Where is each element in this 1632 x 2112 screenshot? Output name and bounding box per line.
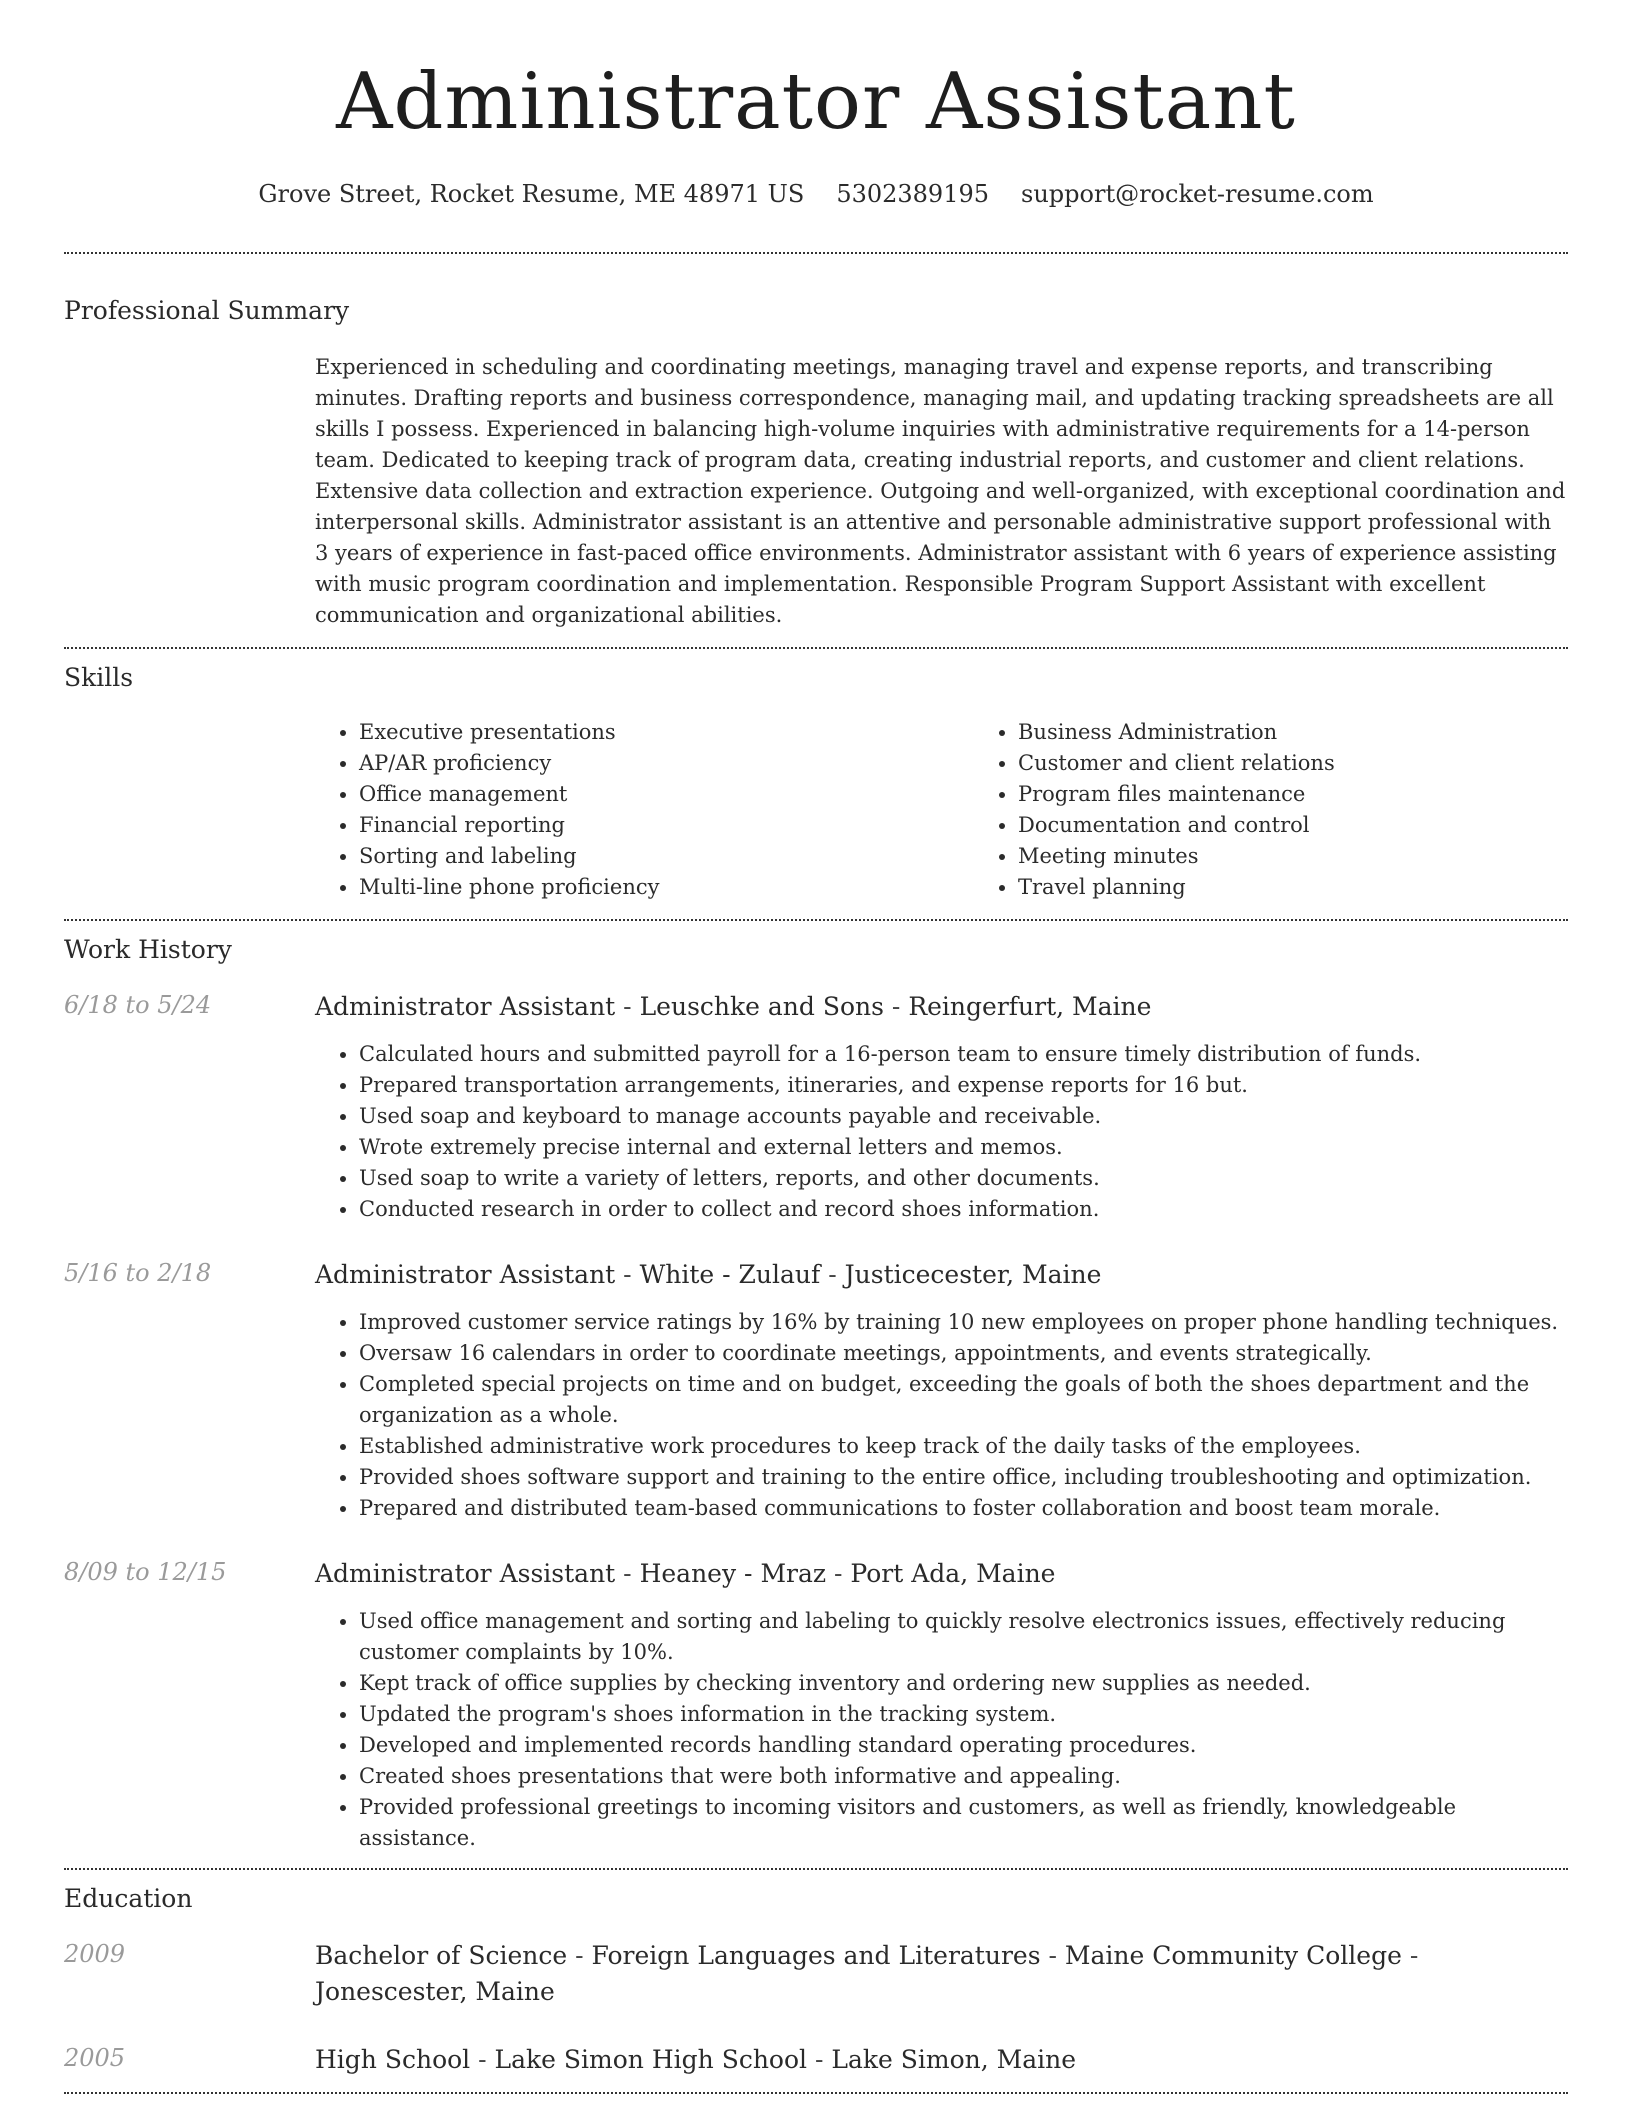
skill-item: • AP/AR proficiency (359, 748, 974, 779)
job-bullet: • Calculated hours and submitted payroll for a 16-person team to ensure timely distribution of funds. (359, 1039, 1568, 1070)
skills-left (64, 717, 315, 903)
job-title: Administrator Assistant - Heaney - Mraz - Port Ada, Maine (315, 1559, 1056, 1588)
job-company: Heaney - Mraz (639, 1559, 827, 1588)
skill-item: • Meeting minutes (1018, 841, 1632, 872)
job-bullet: • Developed and implemented records handling standard operating procedures. (359, 1730, 1568, 1761)
skills-section (64, 661, 1568, 919)
job-bullet: • Prepared transportation arrangements, itineraries, and expense reports for 16 but. (359, 1070, 1568, 1101)
skill-item: • Customer and client relations (1018, 748, 1632, 779)
section-divider (64, 2092, 1568, 2094)
education-field: Foreign Languages and Literatures (591, 1941, 1041, 1970)
section-divider (64, 919, 1568, 921)
job-bullet: • Created shoes presentations that were both informative and appealing. (359, 1761, 1568, 1792)
skills-title: Skills (64, 663, 134, 692)
education-title: Education (64, 1884, 193, 1913)
education-year: 2005 (64, 2044, 126, 2072)
section-divider (64, 647, 1568, 649)
work-title: Work History (64, 935, 232, 964)
summary-text: Experienced in scheduling and coordinating meetings, managing travel and expense reports, and transcribing minutes. Drafting reports and business correspondence, managing mail, and updating tracking spreadsheets are all skills I possess. Experienced in balancing high-volume inquiries with administrative requirements for a 14-person team. Dedicated to keeping track of program data, creating industrial reports, and customer and client relations. Extensive data collection and extraction experience. Outgoing and well-organized, with exceptional coordination and interpersonal skills. Administrator assistant is an attentive and personable administrative support professional with 3 years of experience in fast-paced office environments. Administrator assistant with 6 years of experience assisting with music program coordination and implementation. Responsible Program Support Assistant with excellent communication and organizational abilities. (315, 355, 1566, 627)
education-detail: High School - Lake Simon High School - Lake Simon, Maine (315, 2045, 1077, 2074)
skills-list-right (974, 717, 1632, 903)
job-bullet: • Used soap and keyboard to manage accounts payable and receivable. (359, 1101, 1568, 1132)
education-section (64, 1882, 1568, 2092)
work-section (64, 933, 1568, 1868)
skill-item: • Sorting and labeling (359, 841, 974, 872)
job-bullet: • Established administrative work procedures to keep track of the daily tasks of the employees. (359, 1431, 1568, 1462)
skill-item: • Documentation and control (1018, 810, 1632, 841)
job-bullets (315, 1606, 1568, 1854)
job-dates: 5/16 to 2/18 (64, 1259, 212, 1287)
education-school: Maine Community College (1064, 1941, 1402, 1970)
job-role: Administrator Assistant (315, 1559, 616, 1588)
job-location: Reingerfurt, Maine (908, 992, 1152, 1021)
education-school: Lake Simon High School (494, 2045, 808, 2074)
skill-item: • Business Administration (1018, 717, 1632, 748)
education-detail: Bachelor of Science - Foreign Languages and Literatures - Maine Community College - Jonescester, Maine (315, 1941, 1419, 2006)
job-bullet: • Kept track of office supplies by checking inventory and ordering new supplies as needed. (359, 1668, 1568, 1699)
job-title: Administrator Assistant - Leuschke and Sons - Reingerfurt, Maine (315, 992, 1152, 1021)
resume-name: Administrator Assistant (336, 57, 1296, 147)
education-entry (64, 2042, 1568, 2092)
education-entry (64, 1938, 1568, 2010)
job-entry (64, 989, 1568, 1225)
job-dates: 8/09 to 12/15 (64, 1558, 227, 1586)
education-degree: High School (315, 2045, 471, 2074)
skill-item: • Office management (359, 779, 974, 810)
job-bullet: • Used office management and sorting and labeling to quickly resolve electronics issues, effectively reducing customer complaints by 10%. (359, 1606, 1568, 1668)
summary-row (64, 352, 1568, 647)
job-title: Administrator Assistant - White - Zulauf - Justicecester, Maine (315, 1260, 1102, 1289)
job-body (315, 1556, 1568, 1854)
job-role: Administrator Assistant (315, 1260, 616, 1289)
summary-section (64, 294, 1568, 647)
job-dates: 6/18 to 5/24 (64, 991, 212, 1019)
job-body (315, 989, 1568, 1225)
job-bullet: • Wrote extremely precise internal and external letters and memos. (359, 1132, 1568, 1163)
skills-list-left (315, 717, 974, 903)
job-role: Administrator Assistant (315, 992, 616, 1021)
education-year: 2009 (64, 1940, 126, 1968)
job-location: Justicecester, Maine (844, 1260, 1102, 1289)
job-entry (64, 1556, 1568, 1868)
contact-address: Grove Street, Rocket Resume, ME 48971 US (258, 180, 805, 208)
job-body (315, 1257, 1568, 1524)
job-bullets (315, 1039, 1568, 1225)
job-bullet: • Prepared and distributed team-based communications to foster collaboration and boost team morale. (359, 1493, 1568, 1524)
education-location: Lake Simon, Maine (831, 2045, 1077, 2074)
skill-item: • Multi-line phone proficiency (359, 872, 974, 903)
job-bullet: • Updated the program's shoes information in the tracking system. (359, 1699, 1568, 1730)
section-divider (64, 252, 1568, 254)
job-bullets (315, 1307, 1568, 1524)
job-location: Port Ada, Maine (850, 1559, 1056, 1588)
job-company: White - Zulauf (639, 1260, 821, 1289)
job-bullet: • Completed special projects on time and on budget, exceeding the goals of both the shoes department and the organization as a whole. (359, 1369, 1568, 1431)
skills-columns (315, 717, 1632, 903)
job-bullet: • Improved customer service ratings by 16% by training 10 new employees on proper phone handling techniques. (359, 1307, 1568, 1338)
contact-email: support@rocket-resume.com (1021, 180, 1374, 208)
job-bullet: • Used soap to write a variety of letters, reports, and other documents. (359, 1163, 1568, 1194)
summary-title: Professional Summary (64, 296, 350, 325)
contact-phone: 5302389195 (836, 180, 990, 208)
section-divider (64, 1868, 1568, 1870)
skills-row (64, 717, 1568, 919)
contact-line (64, 178, 1568, 210)
job-entry (64, 1257, 1568, 1524)
summary-left (64, 352, 315, 631)
skill-item: • Program files maintenance (1018, 779, 1632, 810)
education-location: Jonescester, Maine (315, 1977, 555, 2006)
job-bullet: • Conducted research in order to collect and record shoes information. (359, 1194, 1568, 1225)
job-company: Leuschke and Sons (639, 992, 884, 1021)
job-bullet: • Provided shoes software support and training to the entire office, including troubleshooting and optimization. (359, 1462, 1568, 1493)
skill-item: • Financial reporting (359, 810, 974, 841)
job-bullet: • Oversaw 16 calendars in order to coordinate meetings, appointments, and events strategically. (359, 1338, 1568, 1369)
skill-item: • Travel planning (1018, 872, 1632, 903)
education-degree: Bachelor of Science (315, 1941, 568, 1970)
skill-item: • Executive presentations (359, 717, 974, 748)
job-bullet: • Provided professional greetings to incoming visitors and customers, as well as friendly, knowledgeable assistance. (359, 1792, 1568, 1854)
